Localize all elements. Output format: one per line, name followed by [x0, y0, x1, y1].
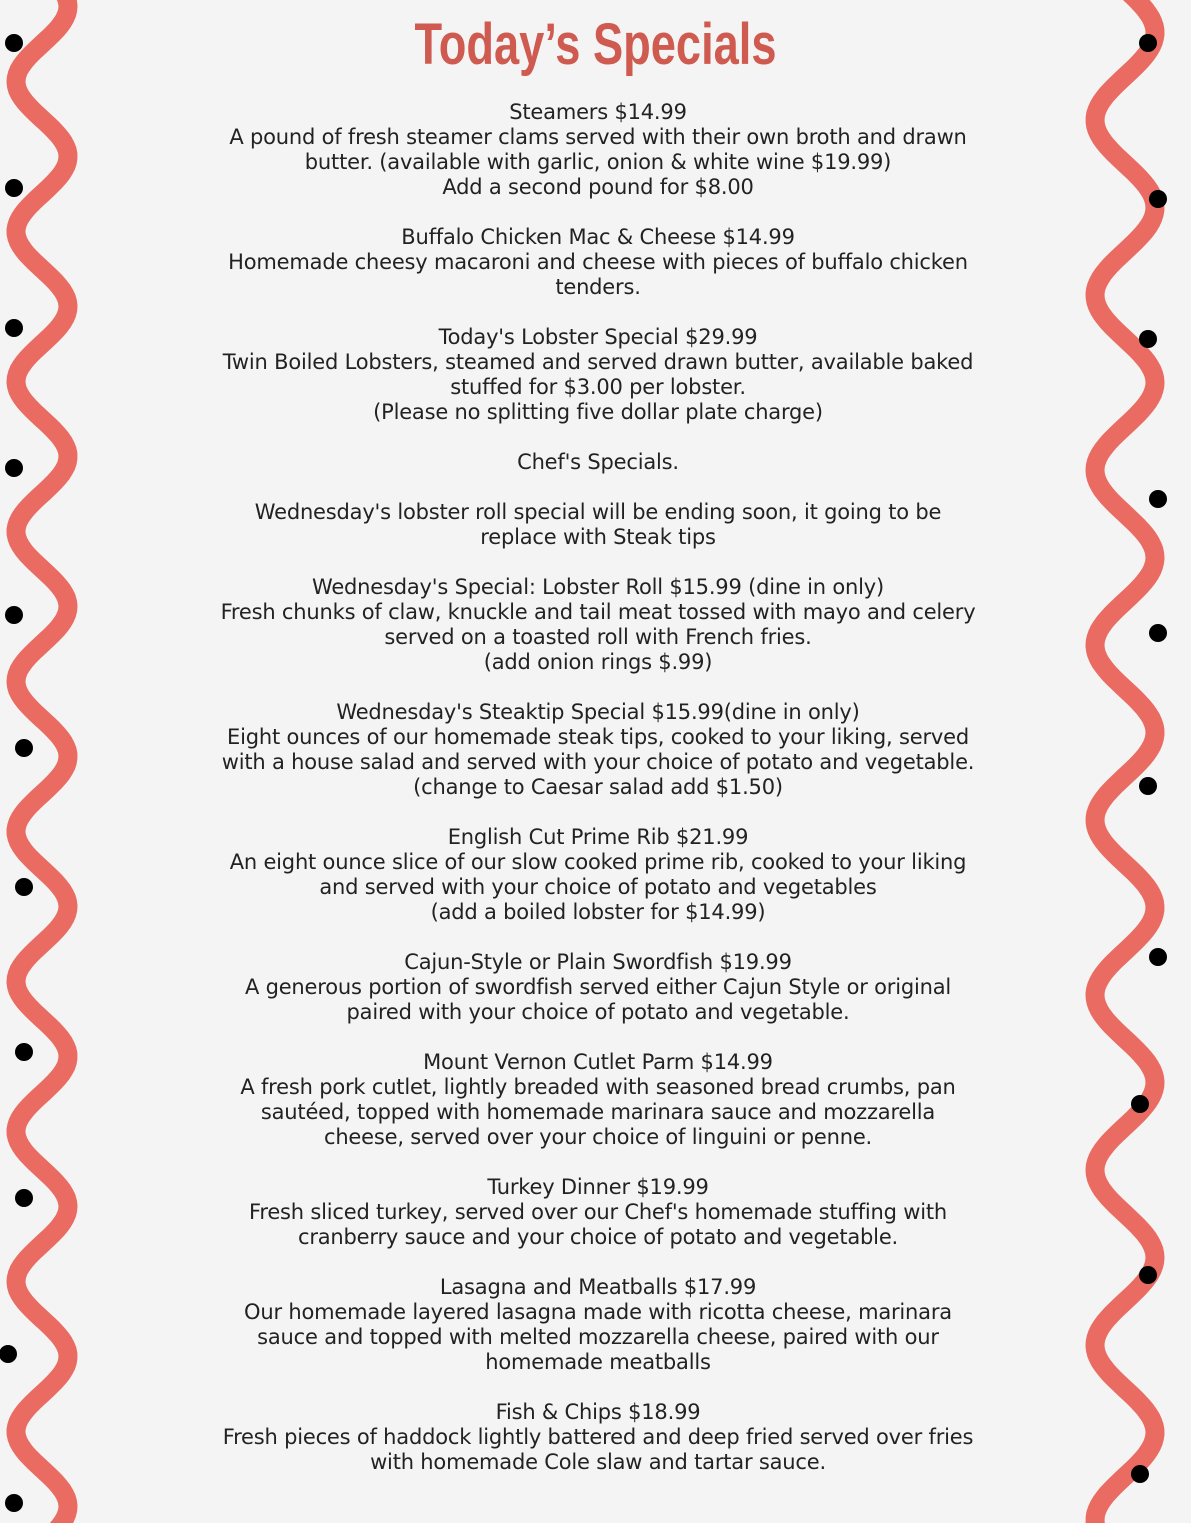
item-spacer: [178, 1250, 1018, 1275]
special-item-heading: Today's Lobster Special $29.99: [438, 325, 758, 349]
special-item: [178, 325, 1018, 425]
special-item-description-line: sautéed, topped with homemade marinara sauce and mozzarella: [260, 1100, 936, 1124]
special-item-heading: Wednesday's Steaktip Special $15.99(dine in only): [336, 700, 860, 724]
special-item-description-line: (add onion rings $.99): [483, 650, 713, 674]
special-item-description-line: (Please no splitting five dollar plate charge): [373, 400, 823, 424]
specials-list: [178, 100, 1018, 1475]
decorative-dot: [15, 739, 33, 757]
special-item-description-line: served on a toasted roll with French fries.: [384, 625, 812, 649]
decorative-dot: [15, 1043, 33, 1061]
special-item: [178, 500, 1018, 550]
special-item-description-line: Our homemade layered lasagna made with ricotta cheese, marinara: [244, 1300, 952, 1324]
special-item-description-line: Twin Boiled Lobsters, steamed and served drawn butter, available baked: [222, 350, 974, 374]
special-item-description-line: Fresh chunks of claw, knuckle and tail meat tossed with mayo and celery: [220, 600, 976, 624]
special-item-heading: Wednesday's Special: Lobster Roll $15.99 (dine in only): [312, 575, 884, 599]
special-item-description-line: and served with your choice of potato and vegetables: [319, 875, 877, 899]
special-item-description-line: butter. (available with garlic, onion & white wine $19.99): [304, 150, 892, 174]
special-item-heading: Buffalo Chicken Mac & Cheese $14.99: [401, 225, 795, 249]
special-item-heading: Cajun-Style or Plain Swordfish $19.99: [404, 950, 792, 974]
special-item-heading: Fish & Chips $18.99: [495, 1400, 701, 1424]
special-item: [178, 825, 1018, 925]
special-item-description-line: (change to Caesar salad add $1.50): [413, 775, 783, 799]
special-item-description-line: paired with your choice of potato and vegetable.: [346, 1000, 850, 1024]
decorative-dot: [1149, 190, 1167, 208]
decorative-dot: [1149, 624, 1167, 642]
item-spacer: [178, 675, 1018, 700]
special-item-heading: Steamers $14.99: [509, 100, 687, 124]
decorative-dot: [5, 319, 23, 337]
special-item-description-line: cranberry sauce and your choice of potato and vegetable.: [297, 1225, 899, 1249]
decorative-dot: [1139, 330, 1157, 348]
special-item-description-line: Homemade cheesy macaroni and cheese with pieces of buffalo chicken: [228, 250, 968, 274]
item-spacer: [178, 925, 1018, 950]
special-item: [178, 1175, 1018, 1250]
item-spacer: [178, 425, 1018, 450]
special-item-description-line: homemade meatballs: [485, 1350, 711, 1374]
special-item-heading: Chef's Specials.: [517, 450, 679, 474]
special-item-description-line: Add a second pound for $8.00: [442, 175, 754, 199]
special-item-heading: Mount Vernon Cutlet Parm $14.99: [423, 1050, 773, 1074]
decorative-dot: [5, 606, 23, 624]
special-item-heading: English Cut Prime Rib $21.99: [447, 825, 749, 849]
item-spacer: [178, 1025, 1018, 1050]
item-spacer: [178, 800, 1018, 825]
special-item: [178, 700, 1018, 800]
decorative-dot: [15, 1189, 33, 1207]
left-wave-decoration: [16, 0, 68, 1523]
special-item-description-line: Fresh sliced turkey, served over our Chef's homemade stuffing with: [249, 1200, 947, 1224]
special-item-description-line: A pound of fresh steamer clams served with their own broth and drawn: [229, 125, 967, 149]
decorative-dot: [5, 34, 23, 52]
page-title: Today’s Specials: [414, 12, 777, 77]
item-spacer: [178, 1150, 1018, 1175]
special-item-description-line: sauce and topped with melted mozzarella cheese, paired with our: [257, 1325, 939, 1349]
item-spacer: [178, 200, 1018, 225]
special-item-description-line: tenders.: [555, 275, 641, 299]
special-item-description-line: A fresh pork cutlet, lightly breaded with seasoned bread crumbs, pan: [240, 1075, 956, 1099]
special-item: [178, 1050, 1018, 1150]
special-item-description-line: with homemade Cole slaw and tartar sauce.: [370, 1450, 826, 1474]
decorative-dot: [5, 179, 23, 197]
decorative-dot: [1149, 490, 1167, 508]
special-item: [178, 1400, 1018, 1475]
decorative-dot: [1139, 777, 1157, 795]
decorative-dot: [1139, 1266, 1157, 1284]
item-spacer: [178, 550, 1018, 575]
special-item-description-line: A generous portion of swordfish served either Cajun Style or original: [244, 975, 952, 999]
item-spacer: [178, 1375, 1018, 1400]
special-item: [178, 575, 1018, 675]
special-item-heading: Wednesday's lobster roll special will be ending soon, it going to be: [254, 500, 942, 524]
special-item-heading: Turkey Dinner $19.99: [487, 1175, 709, 1199]
special-item-description-line: (add a boiled lobster for $14.99): [430, 900, 766, 924]
special-item: [178, 225, 1018, 300]
decorative-dot: [15, 878, 33, 896]
special-item-description-line: stuffed for $3.00 per lobster.: [450, 375, 746, 399]
special-item-heading: Lasagna and Meatballs $17.99: [439, 1275, 757, 1299]
special-item: [178, 100, 1018, 200]
special-item-description-line: An eight ounce slice of our slow cooked prime rib, cooked to your liking: [229, 850, 967, 874]
decorative-dot: [0, 1345, 17, 1363]
special-item-description-line: cheese, served over your choice of linguini or penne.: [323, 1125, 873, 1149]
special-item-description-line: Fresh pieces of haddock lightly battered and deep fried served over fries: [222, 1425, 974, 1449]
item-spacer: [178, 300, 1018, 325]
decorative-dot: [1131, 1465, 1149, 1483]
special-item-description-line: Eight ounces of our homemade steak tips, cooked to your liking, served: [227, 725, 969, 749]
special-item: [178, 1275, 1018, 1375]
special-item-description-line: with a house salad and served with your choice of potato and vegetable.: [221, 750, 975, 774]
special-item: [178, 950, 1018, 1025]
item-spacer: [178, 475, 1018, 500]
decorative-dot: [1131, 1095, 1149, 1113]
decorative-dot: [5, 1494, 23, 1512]
decorative-dot: [1149, 948, 1167, 966]
special-item-description-line: replace with Steak tips: [480, 525, 716, 549]
decorative-dot: [1139, 34, 1157, 52]
decorative-dot: [5, 459, 23, 477]
special-item: [178, 450, 1018, 475]
right-wave-decoration: [1095, 0, 1155, 1523]
